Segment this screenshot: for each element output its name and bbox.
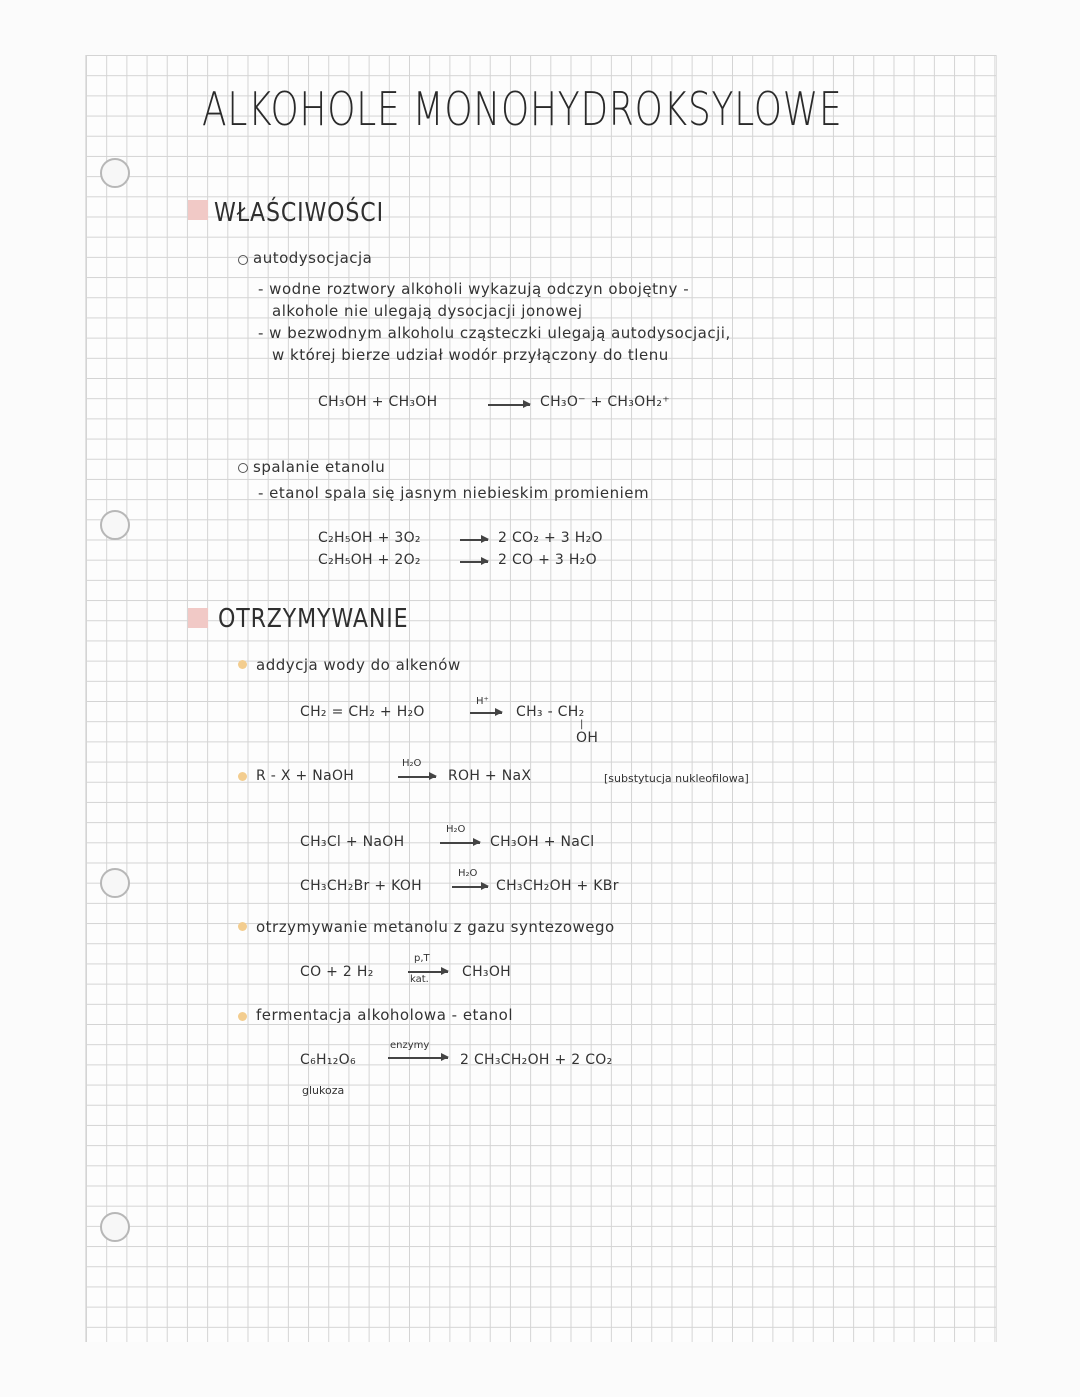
bullet-addition	[238, 660, 247, 669]
heading-marker-preparation	[188, 608, 208, 628]
eq-syngas-right: CH₃OH	[462, 964, 511, 980]
text-line-2: alkohole nie ulegają dysocjacji jonowej	[272, 302, 583, 320]
eq-addition-right: CH₃ - CH₂	[516, 704, 585, 720]
eq-autodissociation-left: CH₃OH + CH₃OH	[318, 394, 438, 410]
reaction-arrow	[488, 404, 530, 406]
eq-syngas-condition-top: p,T	[414, 953, 430, 964]
label-fermentation: fermentacja alkoholowa - etanol	[256, 1006, 513, 1024]
eq-fermentation-left: C₆H₁₂O₆	[300, 1052, 356, 1068]
bullet-substitution	[238, 772, 247, 781]
heading-marker-properties	[188, 200, 208, 220]
label-syngas: otrzymywanie metanolu z gazu syntezowego	[256, 918, 615, 936]
reaction-arrow	[452, 886, 488, 888]
eq-fermentation-condition: enzymy	[390, 1040, 430, 1051]
heading-preparation: OTRZYMYWANIE	[218, 604, 409, 634]
note-substitution: [substytucja nukleofilowa]	[604, 772, 749, 785]
reaction-arrow	[460, 561, 488, 563]
text-line-1: - wodne roztwory alkoholi wykazują odczyn obojętny -	[258, 280, 690, 298]
eq-substitution-2-right: CH₃CH₂OH + KBr	[496, 878, 619, 894]
bullet-autodissociation	[238, 255, 248, 265]
label-combustion: spalanie etanolu	[253, 458, 386, 476]
grid-paper-page	[85, 55, 997, 1342]
eq-substitution-1-left: CH₃Cl + NaOH	[300, 834, 405, 850]
bullet-syngas	[238, 922, 247, 931]
eq-substitution-1-right: CH₃OH + NaCl	[490, 834, 595, 850]
text-line-4: w której bierze udział wodór przyłączony do tlenu	[272, 346, 669, 364]
eq-combustion-1-right: 2 CO₂ + 3 H₂O	[498, 530, 603, 546]
page-title: ALKOHOLE MONOHYDROKSYLOWE	[202, 82, 843, 136]
reaction-arrow	[460, 539, 488, 541]
eq-fermentation-right: 2 CH₃CH₂OH + 2 CO₂	[460, 1052, 613, 1068]
binder-hole-4	[100, 1212, 130, 1242]
bullet-fermentation	[238, 1012, 247, 1021]
text-line-3: - w bezwodnym alkoholu cząsteczki ulegają autodysocjacji,	[258, 324, 731, 342]
reaction-arrow	[440, 842, 480, 844]
eq-combustion-2-right: 2 CO + 3 H₂O	[498, 552, 597, 568]
reaction-arrow	[398, 776, 436, 778]
reaction-arrow	[388, 1057, 448, 1059]
text-combustion: - etanol spala się jasnym niebieskim promieniem	[258, 484, 650, 502]
eq-combustion-2-left: C₂H₅OH + 2O₂	[318, 552, 421, 568]
eq-substitution-1-condition: H₂O	[446, 824, 466, 835]
label-addition: addycja wody do alkenów	[256, 656, 461, 674]
eq-substitution-2-condition: H₂O	[458, 868, 478, 879]
caption-glucose: glukoza	[302, 1084, 345, 1097]
eq-substitution-right: ROH + NaX	[448, 768, 532, 784]
eq-addition-branch: OH	[576, 730, 599, 746]
eq-substitution-condition: H₂O	[402, 758, 422, 769]
eq-substitution-2-left: CH₃CH₂Br + KOH	[300, 878, 422, 894]
binder-hole-3	[100, 868, 130, 898]
eq-addition-left: CH₂ = CH₂ + H₂O	[300, 704, 425, 720]
label-autodissociation: autodysocjacja	[253, 249, 373, 267]
eq-autodissociation-right: CH₃O⁻ + CH₃OH₂⁺	[540, 394, 670, 410]
binder-hole-2	[100, 510, 130, 540]
binder-hole-1	[100, 158, 130, 188]
eq-addition-catalyst: H⁺	[476, 696, 489, 707]
bullet-combustion	[238, 463, 248, 473]
reaction-arrow	[470, 712, 502, 714]
eq-syngas-left: CO + 2 H₂	[300, 964, 374, 980]
eq-combustion-1-left: C₂H₅OH + 3O₂	[318, 530, 421, 546]
eq-addition-bond: |	[580, 719, 584, 730]
heading-properties: WŁAŚCIWOŚCI	[214, 198, 384, 228]
eq-substitution-left: R - X + NaOH	[256, 768, 355, 784]
eq-syngas-condition-bottom: kat.	[410, 974, 429, 985]
reaction-arrow	[408, 971, 448, 973]
